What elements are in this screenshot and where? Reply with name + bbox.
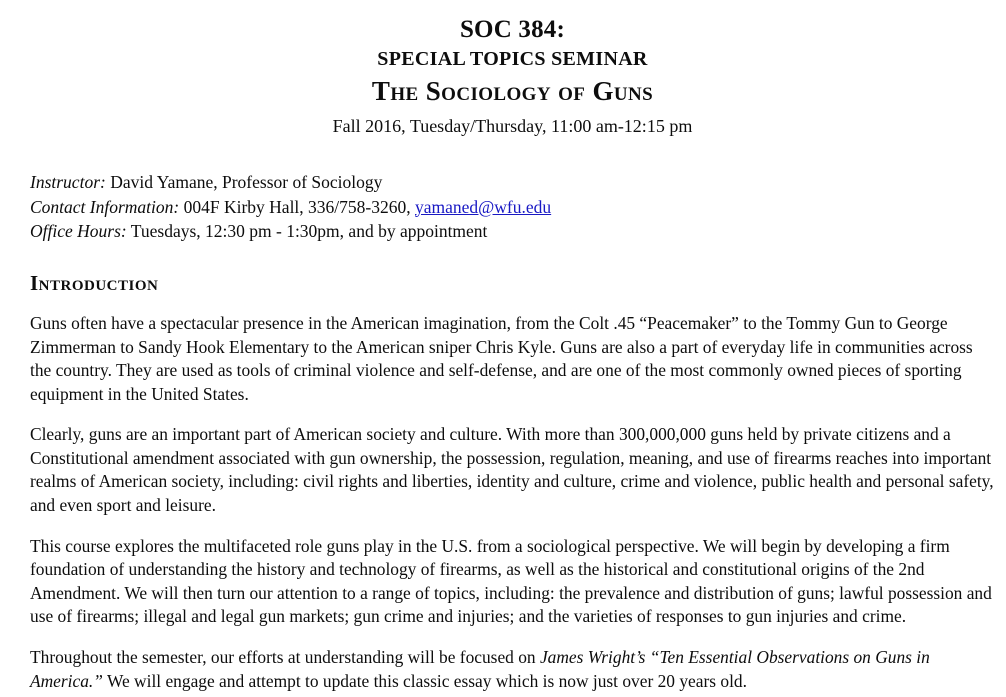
title-block bbox=[30, 14, 995, 138]
contact-label: Contact Information: bbox=[30, 196, 180, 217]
paragraph-text: Guns often have a spectacular presence in the American imagination, from the Colt .45 “Peacemaker” to the Tommy Gun to George Zimmerman to Sandy Hook Elementary to the American sniper Chris Kyle. Guns are also a part of everyday life in communities across the country. They are used as tools of criminal violence and self-defense, and are one of the most commonly owned pieces of sporting equipment in the United States. bbox=[30, 313, 973, 404]
office-hours-label: Office Hours: bbox=[30, 220, 127, 241]
document-title: The Sociology of Guns bbox=[371, 76, 654, 107]
body-paragraph bbox=[30, 423, 998, 517]
body-paragraph bbox=[30, 646, 998, 693]
instructor-label: Instructor: bbox=[30, 172, 106, 193]
paragraph-text: Throughout the semester, our efforts at understanding will be focused on bbox=[30, 646, 540, 667]
section-body-introduction bbox=[30, 312, 995, 693]
instructor-email-link[interactable]: yamaned@wfu.edu bbox=[415, 196, 552, 217]
section-heading-introduction: Introduction bbox=[30, 270, 159, 295]
body-paragraph bbox=[30, 535, 998, 629]
instructor-info-block bbox=[30, 170, 995, 242]
instructor-line bbox=[30, 170, 995, 194]
seminar-subtitle: SPECIAL TOPICS SEMINAR bbox=[377, 48, 648, 71]
office-hours-value: Tuesdays, 12:30 pm - 1:30pm, and by appointment bbox=[126, 220, 488, 241]
paragraph-text: This course explores the multifaceted role guns play in the U.S. from a sociological perspective. We will begin by developing a firm foundation of understanding the history and technology of firearms, as well as the historical and constitutional origins of the 2nd Amendment. We will then turn our attention to a range of topics, including: the prevalence and distribution of guns; lawful possession and use of firearms; illegal and legal gun markets; gun crime and injuries; and the varieties of responses to gun injuries and crime. bbox=[30, 535, 992, 627]
contact-line bbox=[30, 195, 995, 219]
paragraph-text: Clearly, guns are an important part of American society and culture. With more than 300,000,000 guns held by private citizens and a Constitutional amendment associated with gun ownership, the possession, regulation, meaning, and use of firearms reaches into important realms of American society, including: civil rights and liberties, identity and culture, crime and violence, public health and personal safety, and even sport and leisure. bbox=[30, 424, 994, 516]
emphasized-text: James Wright’s “Ten Essential Observations on Guns in America.” bbox=[30, 646, 930, 691]
instructor-name: David Yamane, Professor of Sociology bbox=[105, 172, 383, 193]
contact-details: 004F Kirby Hall, 336/758-3260, bbox=[179, 196, 415, 217]
body-paragraph bbox=[30, 312, 998, 406]
meeting-time: Fall 2016, Tuesday/Thursday, 11:00 am-12:15 pm bbox=[332, 116, 693, 136]
office-hours-line bbox=[30, 219, 995, 243]
paragraph-text: We will engage and attempt to update this classic essay which is now just over 20 years old. bbox=[102, 670, 747, 691]
course-code: SOC 384: bbox=[459, 16, 566, 43]
